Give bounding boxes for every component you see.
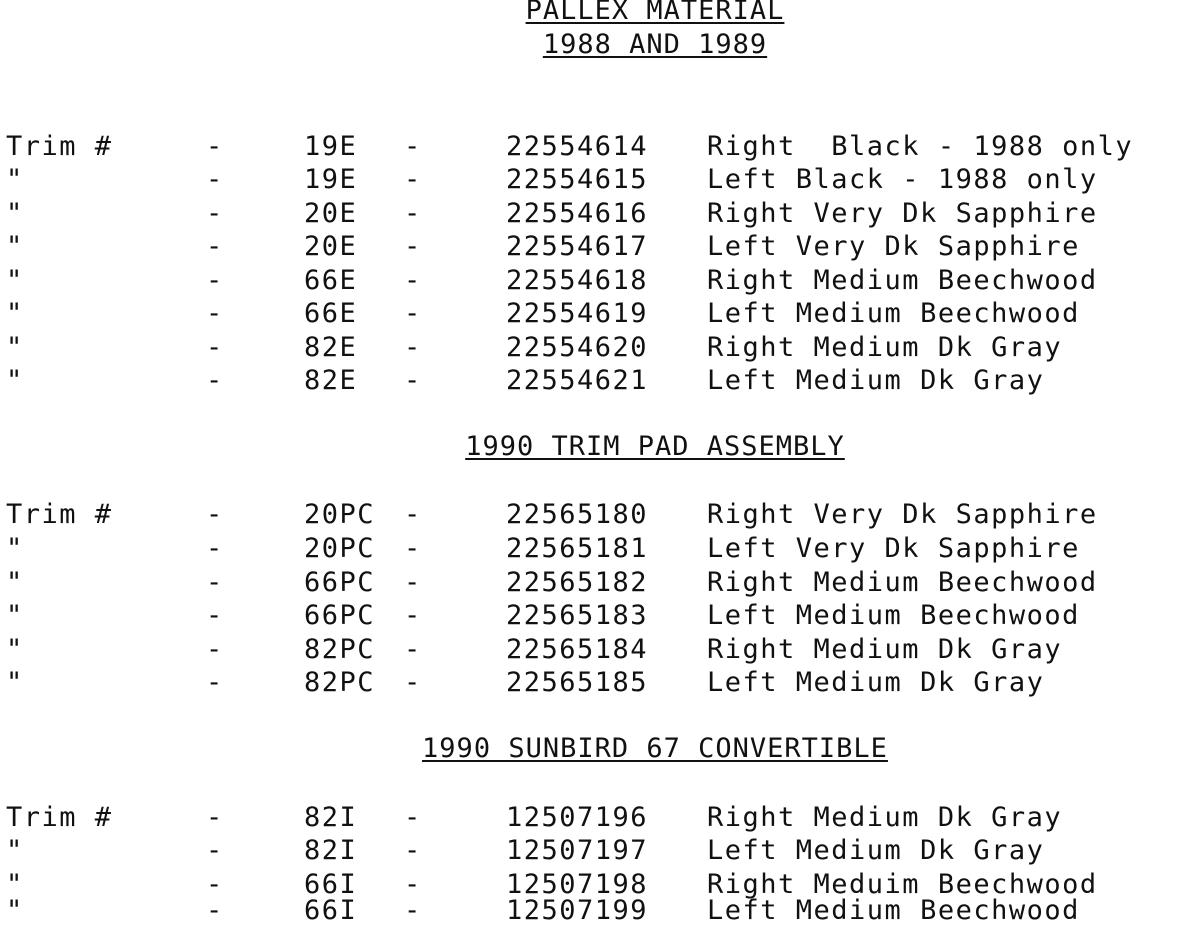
separator-dash: -	[404, 835, 422, 866]
separator-dash: -	[206, 600, 224, 631]
ditto-mark: "	[6, 600, 24, 631]
part-description: Left Medium Beechwood	[707, 895, 1080, 926]
part-number: 22565185	[506, 667, 649, 698]
trim-code: 20PC	[304, 533, 376, 564]
part-description: Right Very Dk Sapphire	[707, 198, 1098, 229]
separator-dash: -	[404, 802, 422, 833]
part-description: Right Medium Beechwood	[707, 567, 1098, 598]
separator-dash: -	[404, 265, 422, 296]
ditto-mark: "	[6, 533, 24, 564]
part-description: Right Medium Dk Gray	[707, 332, 1063, 363]
separator-dash: -	[404, 298, 422, 329]
trim-code: 82I	[304, 802, 358, 833]
separator-dash: -	[404, 332, 422, 363]
trim-code: 82I	[304, 835, 358, 866]
ditto-mark: "	[6, 332, 24, 363]
table-row	[0, 364, 1200, 398]
part-number: 12507197	[506, 835, 649, 866]
part-description: Left Black - 1988 only	[707, 164, 1098, 195]
table-row	[0, 264, 1200, 298]
trim-code: 66I	[304, 895, 358, 926]
part-number: 12507198	[506, 869, 649, 900]
table-row	[0, 532, 1200, 566]
part-number: 22554615	[506, 164, 649, 195]
separator-dash: -	[206, 802, 224, 833]
separator-dash: -	[404, 231, 422, 262]
ditto-mark: "	[6, 895, 24, 926]
separator-dash: -	[404, 131, 422, 162]
part-description: Left Very Dk Sapphire	[707, 533, 1080, 564]
part-description: Left Medium Dk Gray	[707, 365, 1045, 396]
trim-code: 20E	[304, 231, 358, 262]
part-description: Left Medium Beechwood	[707, 298, 1080, 329]
trim-code: 66PC	[304, 600, 376, 631]
ditto-mark: "	[6, 365, 24, 396]
separator-dash: -	[206, 835, 224, 866]
section-subtitle: 1988 AND 1989	[542, 29, 768, 60]
table-row	[0, 834, 1200, 868]
separator-dash: -	[206, 231, 224, 262]
part-number: 22554614	[506, 131, 649, 162]
ditto-mark: "	[6, 265, 24, 296]
part-description: Left Medium Dk Gray	[707, 835, 1045, 866]
separator-dash: -	[206, 164, 224, 195]
trim-code: 82PC	[304, 667, 376, 698]
separator-dash: -	[206, 869, 224, 900]
table-row	[0, 331, 1200, 365]
separator-dash: -	[206, 365, 224, 396]
separator-dash: -	[206, 634, 224, 665]
trim-label: Trim #	[6, 131, 113, 162]
part-description: Left Medium Dk Gray	[707, 667, 1045, 698]
separator-dash: -	[404, 869, 422, 900]
part-number: 22554617	[506, 231, 649, 262]
trim-code: 66I	[304, 869, 358, 900]
table-row	[0, 633, 1200, 667]
separator-dash: -	[404, 499, 422, 530]
part-description: Right Black - 1988 only	[707, 131, 1134, 162]
ditto-mark: "	[6, 198, 24, 229]
part-description: Right Meduim Beechwood	[707, 869, 1098, 900]
ditto-mark: "	[6, 667, 24, 698]
part-number: 22565180	[506, 499, 649, 530]
part-number: 22554620	[506, 332, 649, 363]
part-description: Right Medium Beechwood	[707, 265, 1098, 296]
separator-dash: -	[206, 667, 224, 698]
separator-dash: -	[206, 265, 224, 296]
separator-dash: -	[206, 298, 224, 329]
part-description: Left Very Dk Sapphire	[707, 231, 1080, 262]
table-row	[0, 230, 1200, 264]
separator-dash: -	[404, 567, 422, 598]
section-title: 1990 TRIM PAD ASSEMBLY	[465, 431, 845, 462]
ditto-mark: "	[6, 298, 24, 329]
trim-label: Trim #	[6, 802, 113, 833]
section-title: PALLEX MATERIAL	[525, 0, 785, 26]
trim-code: 19E	[304, 131, 358, 162]
table-row	[0, 130, 1200, 164]
separator-dash: -	[404, 895, 422, 926]
separator-dash: -	[404, 198, 422, 229]
table-row	[0, 498, 1200, 532]
separator-dash: -	[404, 164, 422, 195]
part-description: Right Very Dk Sapphire	[707, 499, 1098, 530]
part-number: 22554618	[506, 265, 649, 296]
part-number: 22565182	[506, 567, 649, 598]
table-row	[0, 197, 1200, 231]
part-description: Left Medium Beechwood	[707, 600, 1080, 631]
separator-dash: -	[404, 365, 422, 396]
part-number: 12507199	[506, 895, 649, 926]
separator-dash: -	[206, 567, 224, 598]
part-number: 22565183	[506, 600, 649, 631]
table-row	[0, 801, 1200, 835]
table-row	[0, 163, 1200, 197]
separator-dash: -	[404, 667, 422, 698]
separator-dash: -	[206, 533, 224, 564]
ditto-mark: "	[6, 634, 24, 665]
trim-code: 66PC	[304, 567, 376, 598]
part-number: 22554619	[506, 298, 649, 329]
ditto-mark: "	[6, 164, 24, 195]
trim-code: 20E	[304, 198, 358, 229]
trim-code: 66E	[304, 265, 358, 296]
separator-dash: -	[404, 634, 422, 665]
section-title: 1990 SUNBIRD 67 CONVERTIBLE	[422, 733, 888, 764]
part-number: 22565181	[506, 533, 649, 564]
part-number: 22554621	[506, 365, 649, 396]
separator-dash: -	[206, 499, 224, 530]
ditto-mark: "	[6, 567, 24, 598]
table-row	[0, 566, 1200, 600]
separator-dash: -	[404, 533, 422, 564]
table-row	[0, 599, 1200, 633]
part-description: Right Medium Dk Gray	[707, 634, 1063, 665]
ditto-mark: "	[6, 869, 24, 900]
table-row	[0, 297, 1200, 331]
part-description: Right Medium Dk Gray	[707, 802, 1063, 833]
trim-code: 82E	[304, 365, 358, 396]
trim-code: 82PC	[304, 634, 376, 665]
trim-code: 20PC	[304, 499, 376, 530]
trim-code: 82E	[304, 332, 358, 363]
ditto-mark: "	[6, 231, 24, 262]
part-number: 22554616	[506, 198, 649, 229]
trim-label: Trim #	[6, 499, 113, 530]
separator-dash: -	[206, 332, 224, 363]
trim-code: 66E	[304, 298, 358, 329]
separator-dash: -	[206, 198, 224, 229]
separator-dash: -	[206, 131, 224, 162]
part-number: 12507196	[506, 802, 649, 833]
separator-dash: -	[404, 600, 422, 631]
separator-dash: -	[206, 895, 224, 926]
ditto-mark: "	[6, 835, 24, 866]
table-row	[0, 894, 1200, 928]
trim-code: 19E	[304, 164, 358, 195]
part-number: 22565184	[506, 634, 649, 665]
table-row	[0, 666, 1200, 700]
